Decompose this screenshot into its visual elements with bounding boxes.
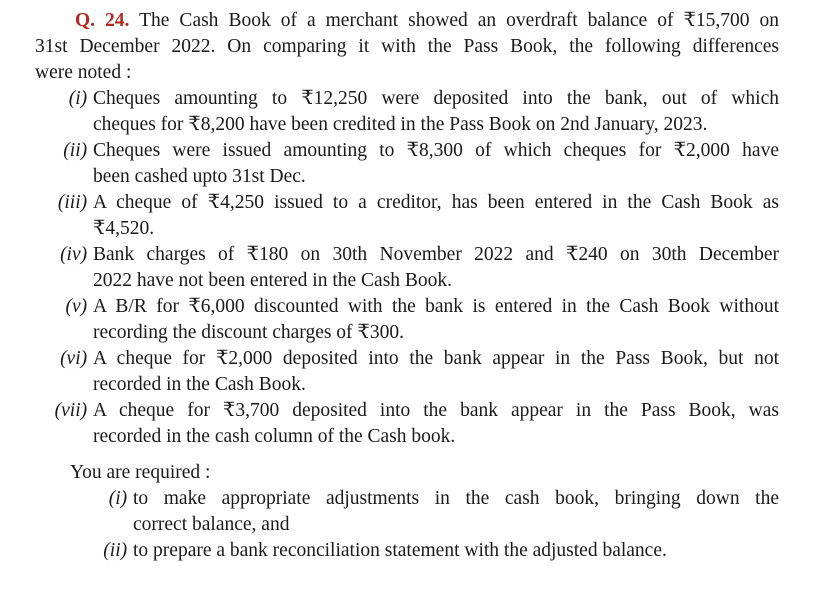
list-item [0, 398, 779, 450]
intro-line-1: The Cash Book of a merchant showed an overdraft balance of ₹15,700 on [139, 10, 779, 31]
item-line: ₹4,520. [93, 218, 155, 239]
list-item [0, 242, 779, 294]
item-line: A cheque for ₹2,000 deposited into the bank appear in the Pass Book, but not [93, 348, 779, 369]
list-item [0, 138, 779, 190]
intro-line-3: were noted : [35, 62, 132, 83]
item-line: A B/R for ₹6,000 discounted with the bank is entered in the Cash Book without [93, 296, 779, 317]
list-item [0, 538, 779, 564]
question-number: Q. 24. [75, 10, 130, 31]
item-line: recorded in the cash column of the Cash book. [93, 426, 456, 447]
item-numeral: (iii) [57, 192, 88, 213]
intro-line-2: 31st December 2022. On comparing it with the Pass Book, the following differences [35, 36, 779, 57]
item-line: Bank charges of ₹180 on 30th November 2022 and ₹240 on 30th December [93, 244, 779, 265]
item-numeral: (ii) [103, 540, 128, 561]
differences-list [0, 86, 779, 450]
item-numeral: (i) [108, 488, 128, 509]
item-line: recording the discount charges of ₹300. [93, 322, 404, 343]
item-numeral: (iv) [60, 244, 88, 265]
list-item [0, 86, 779, 138]
item-line: A cheque of ₹4,250 issued to a creditor, has been entered in the Cash Book as [93, 192, 779, 213]
item-line: 2022 have not been entered in the Cash Book. [93, 270, 453, 291]
list-item [0, 486, 779, 538]
item-line: been cashed upto 31st Dec. [93, 166, 306, 187]
item-line: Cheques were issued amounting to ₹8,300 of which cheques for ₹2,000 have [93, 140, 779, 161]
item-numeral: (vii) [54, 400, 88, 421]
item-numeral: (ii) [63, 140, 88, 161]
list-item [0, 346, 779, 398]
requirements-heading: You are required : [70, 462, 211, 483]
item-numeral: (vi) [60, 348, 88, 369]
item-line: A cheque for ₹3,700 deposited into the bank appear in the Pass Book, was [93, 400, 779, 421]
item-line: cheques for ₹8,200 have been credited in the Pass Book on 2nd January, 2023. [93, 114, 708, 135]
item-line: correct balance, and [133, 514, 290, 535]
item-line: to prepare a bank reconciliation statement with the adjusted balance. [133, 540, 667, 561]
list-item [0, 294, 779, 346]
question-intro [0, 8, 779, 86]
item-line: to make appropriate adjustments in the cash book, bringing down the [133, 488, 779, 509]
item-numeral: (i) [68, 88, 88, 109]
requirements-list [0, 486, 779, 564]
item-numeral: (v) [65, 296, 88, 317]
item-line: Cheques amounting to ₹12,250 were deposited into the bank, out of which [93, 88, 779, 109]
list-item [0, 190, 779, 242]
item-line: recorded in the Cash Book. [93, 374, 306, 395]
